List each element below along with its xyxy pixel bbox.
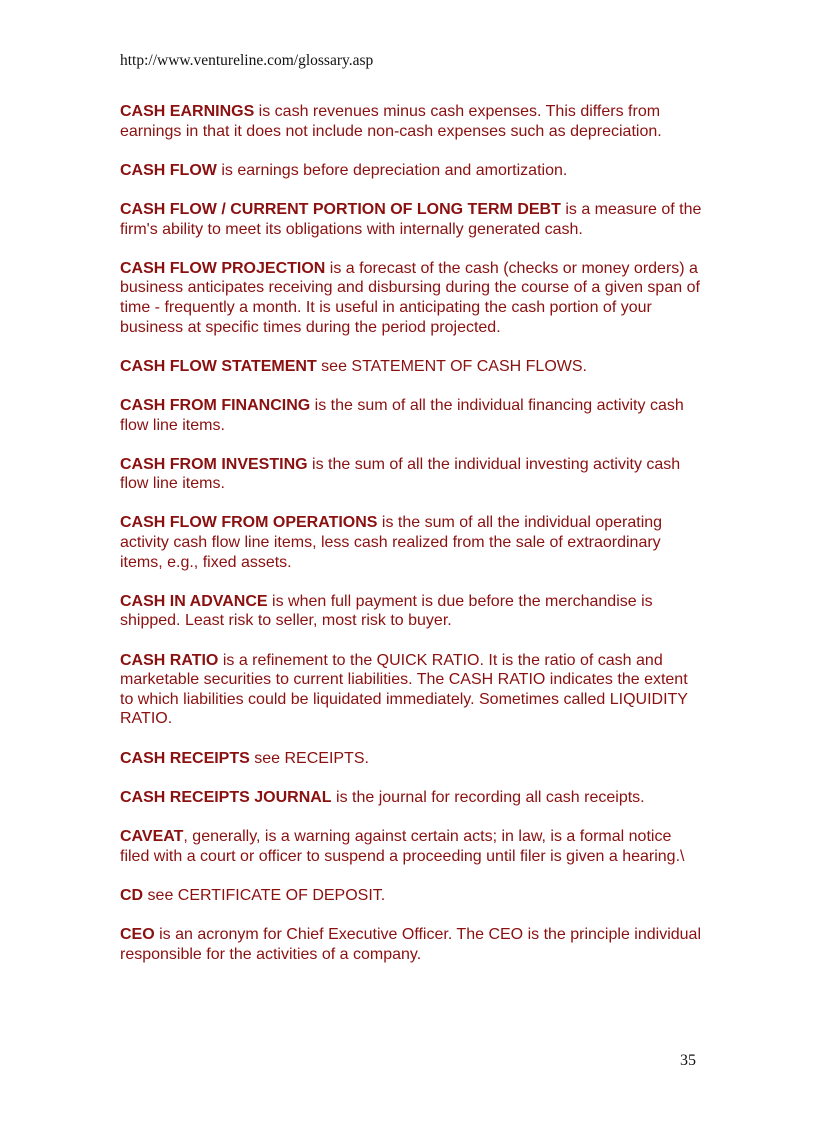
- entry-term: CASH RATIO: [120, 651, 219, 669]
- entry-definition: is a forecast of the cash (checks or money orders) a business anticipates receiving and disbursing during the course of a given span of time - frequently a month. It is useful in anticipating the cash portion of your business at specific times during the period projected.: [120, 259, 700, 336]
- entry-definition: see STATEMENT OF CASH FLOWS.: [316, 357, 587, 375]
- glossary-entry: [120, 396, 705, 435]
- entry-term: CAVEAT: [120, 827, 184, 845]
- entry-term: CASH FLOW PROJECTION: [120, 259, 326, 277]
- entry-term: CASH FLOW STATEMENT: [120, 357, 317, 375]
- entry-definition: see RECEIPTS.: [249, 749, 369, 767]
- glossary-entry: [120, 827, 705, 866]
- glossary-entry: [120, 200, 705, 239]
- glossary-entries: [120, 102, 705, 984]
- glossary-entry: [120, 749, 705, 769]
- entry-definition: is the sum of all the individual financing activity cash flow line items.: [120, 396, 684, 434]
- entry-definition: is a refinement to the QUICK RATIO. It is the ratio of cash and marketable securities to current liabilities. The CASH RATIO indicates the extent to which liabilities could be liquidated immediately. Sometimes called LIQUIDITY RATIO.: [120, 651, 688, 728]
- header-url: http://www.ventureline.com/glossary.asp: [120, 52, 374, 69]
- glossary-entry: [120, 592, 705, 631]
- entry-definition: see CERTIFICATE OF DEPOSIT.: [143, 886, 386, 904]
- glossary-entry: [120, 102, 705, 141]
- entry-term: CASH FLOW FROM OPERATIONS: [120, 514, 378, 532]
- entry-definition: is when full payment is due before the merchandise is shipped. Least risk to seller, most risk to buyer.: [120, 592, 653, 630]
- entry-definition: is the journal for recording all cash receipts.: [331, 788, 645, 806]
- glossary-entry: [120, 161, 705, 181]
- entry-definition: is the sum of all the individual operating activity cash flow line items, less cash realized from the sale of extraordinary items, e.g., fixed assets.: [120, 514, 663, 571]
- entry-definition: is cash revenues minus cash expenses. This differs from earnings in that it does not include non-cash expenses such as depreciation.: [120, 103, 662, 140]
- entry-definition: is the sum of all the individual investing activity cash flow line items.: [120, 455, 681, 493]
- glossary-entry: [120, 651, 705, 729]
- glossary-entry: [120, 925, 705, 964]
- entry-term: CEO: [120, 925, 155, 943]
- glossary-entry: [120, 259, 705, 337]
- entry-term: CASH FROM INVESTING: [120, 455, 308, 473]
- entry-definition: is an acronym for Chief Executive Officer. The CEO is the principle individual responsible for the activities of a company.: [120, 925, 701, 963]
- entry-term: CASH FLOW: [120, 161, 217, 179]
- entry-term: CASH IN ADVANCE: [120, 592, 268, 610]
- page-number: 35: [680, 1052, 696, 1069]
- glossary-entry: [120, 886, 705, 906]
- entry-term: CASH FROM FINANCING: [120, 396, 311, 414]
- glossary-entry: [120, 357, 705, 377]
- entry-definition: is earnings before depreciation and amortization.: [216, 161, 568, 179]
- entry-term: CASH FLOW / CURRENT PORTION OF LONG TERM DEBT: [120, 200, 561, 218]
- entry-term: CD: [120, 886, 144, 904]
- entry-term: CASH RECEIPTS JOURNAL: [120, 788, 332, 806]
- glossary-entry: [120, 788, 705, 808]
- entry-term: CASH EARNINGS: [120, 103, 255, 120]
- entry-term: CASH RECEIPTS: [120, 749, 250, 767]
- glossary-entry: [120, 455, 705, 494]
- entry-definition: , generally, is a warning against certain acts; in law, is a formal notice filed with a court or officer to suspend a proceeding until filer is given a hearing.\: [120, 827, 685, 865]
- entry-definition: is a measure of the firm's ability to meet its obligations with internally generated cash.: [120, 200, 702, 238]
- glossary-entry: [120, 513, 705, 572]
